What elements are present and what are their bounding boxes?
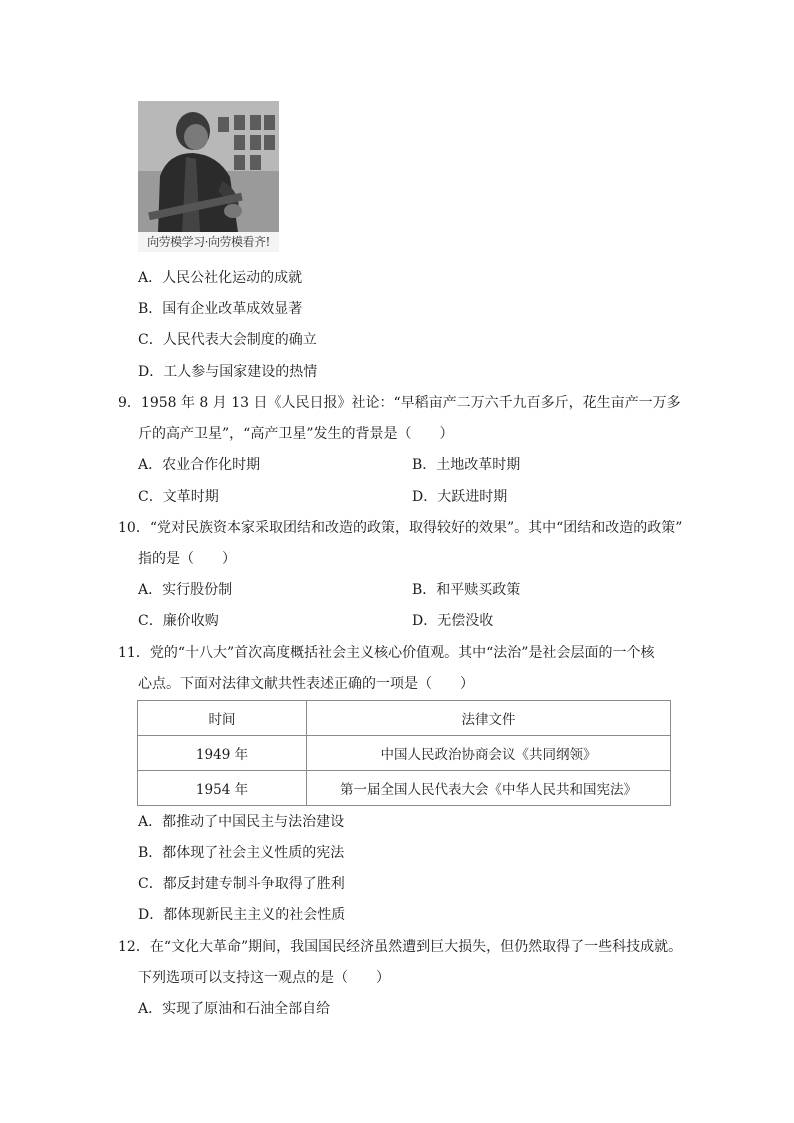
q12-stem-line1: 12．在“文化大革命”期间，我国国民经济虽然遭到巨大损失，但仍然取得了一些科技成就。 <box>118 939 683 955</box>
q8-option-a: A．人民公社化运动的成就 <box>138 270 303 286</box>
table-cell-document: 第一届全国人民代表大会《中华人民共和国宪法》 <box>307 771 671 806</box>
labor-model-poster-image <box>138 101 279 252</box>
q10-stem-line2: 指的是（ ） <box>138 551 236 567</box>
table-header-row <box>138 701 671 736</box>
table-row <box>138 771 671 806</box>
q10-option-a: A．实行股份制 <box>138 582 233 598</box>
q9-stem-line1: 9．1958 年 8 月 13 日《人民日报》社论：“早稻亩产二万六千九百多斤，花生亩产一万多 <box>118 395 681 411</box>
q8-option-b: B．国有企业改革成效显著 <box>138 301 303 317</box>
table-header-document: 法律文件 <box>307 701 671 736</box>
legal-documents-table <box>137 700 671 806</box>
table-cell-year: 1954 年 <box>138 771 307 806</box>
q11-stem-line2: 心点。下面对法律文献共性表述正确的一项是（ ） <box>138 676 474 692</box>
q12-option-a: A．实现了原油和石油全部自给 <box>138 1001 331 1017</box>
q11-option-a: A．都推动了中国民主与法治建设 <box>138 814 345 830</box>
table-header-time: 时间 <box>138 701 307 736</box>
table-cell-year: 1949 年 <box>138 736 307 771</box>
q8-option-d: D．工人参与国家建设的热情 <box>138 364 318 380</box>
q12-stem-line2: 下列选项可以支持这一观点的是（ ） <box>138 970 390 986</box>
poster-illustration <box>138 101 279 252</box>
q10-option-b: B．和平赎买政策 <box>412 582 521 598</box>
poster-caption: 向劳模学习·向劳模看齐! <box>138 232 279 252</box>
q11-option-c: C．都反封建专制斗争取得了胜利 <box>138 876 345 892</box>
q10-option-d: D．无偿没收 <box>412 613 494 629</box>
q10-option-c: C．廉价收购 <box>138 613 219 629</box>
q9-option-c: C．文革时期 <box>138 489 219 505</box>
q11-stem-line1: 11．党的“十八大”首次高度概括社会主义核心价值观。其中“法治”是社会层面的一个核 <box>118 645 655 661</box>
q9-option-a: A．农业合作化时期 <box>138 457 261 473</box>
q9-option-b: B．土地改革时期 <box>412 457 521 473</box>
table-row <box>138 736 671 771</box>
q10-stem-line1: 10．“党对民族资本家采取团结和改造的政策，取得较好的效果”。其中“团结和改造的政策” <box>118 520 683 536</box>
table-cell-document: 中国人民政治协商会议《共同纲领》 <box>307 736 671 771</box>
q8-option-c: C．人民代表大会制度的确立 <box>138 332 317 348</box>
q11-option-d: D．都体现新民主主义的社会性质 <box>138 907 346 923</box>
q11-option-b: B．都体现了社会主义性质的宪法 <box>138 845 345 861</box>
q9-option-d: D．大跃进时期 <box>412 489 508 505</box>
q9-stem-line2: 斤的高产卫星”，“高产卫星”发生的背景是（ ） <box>138 426 454 442</box>
